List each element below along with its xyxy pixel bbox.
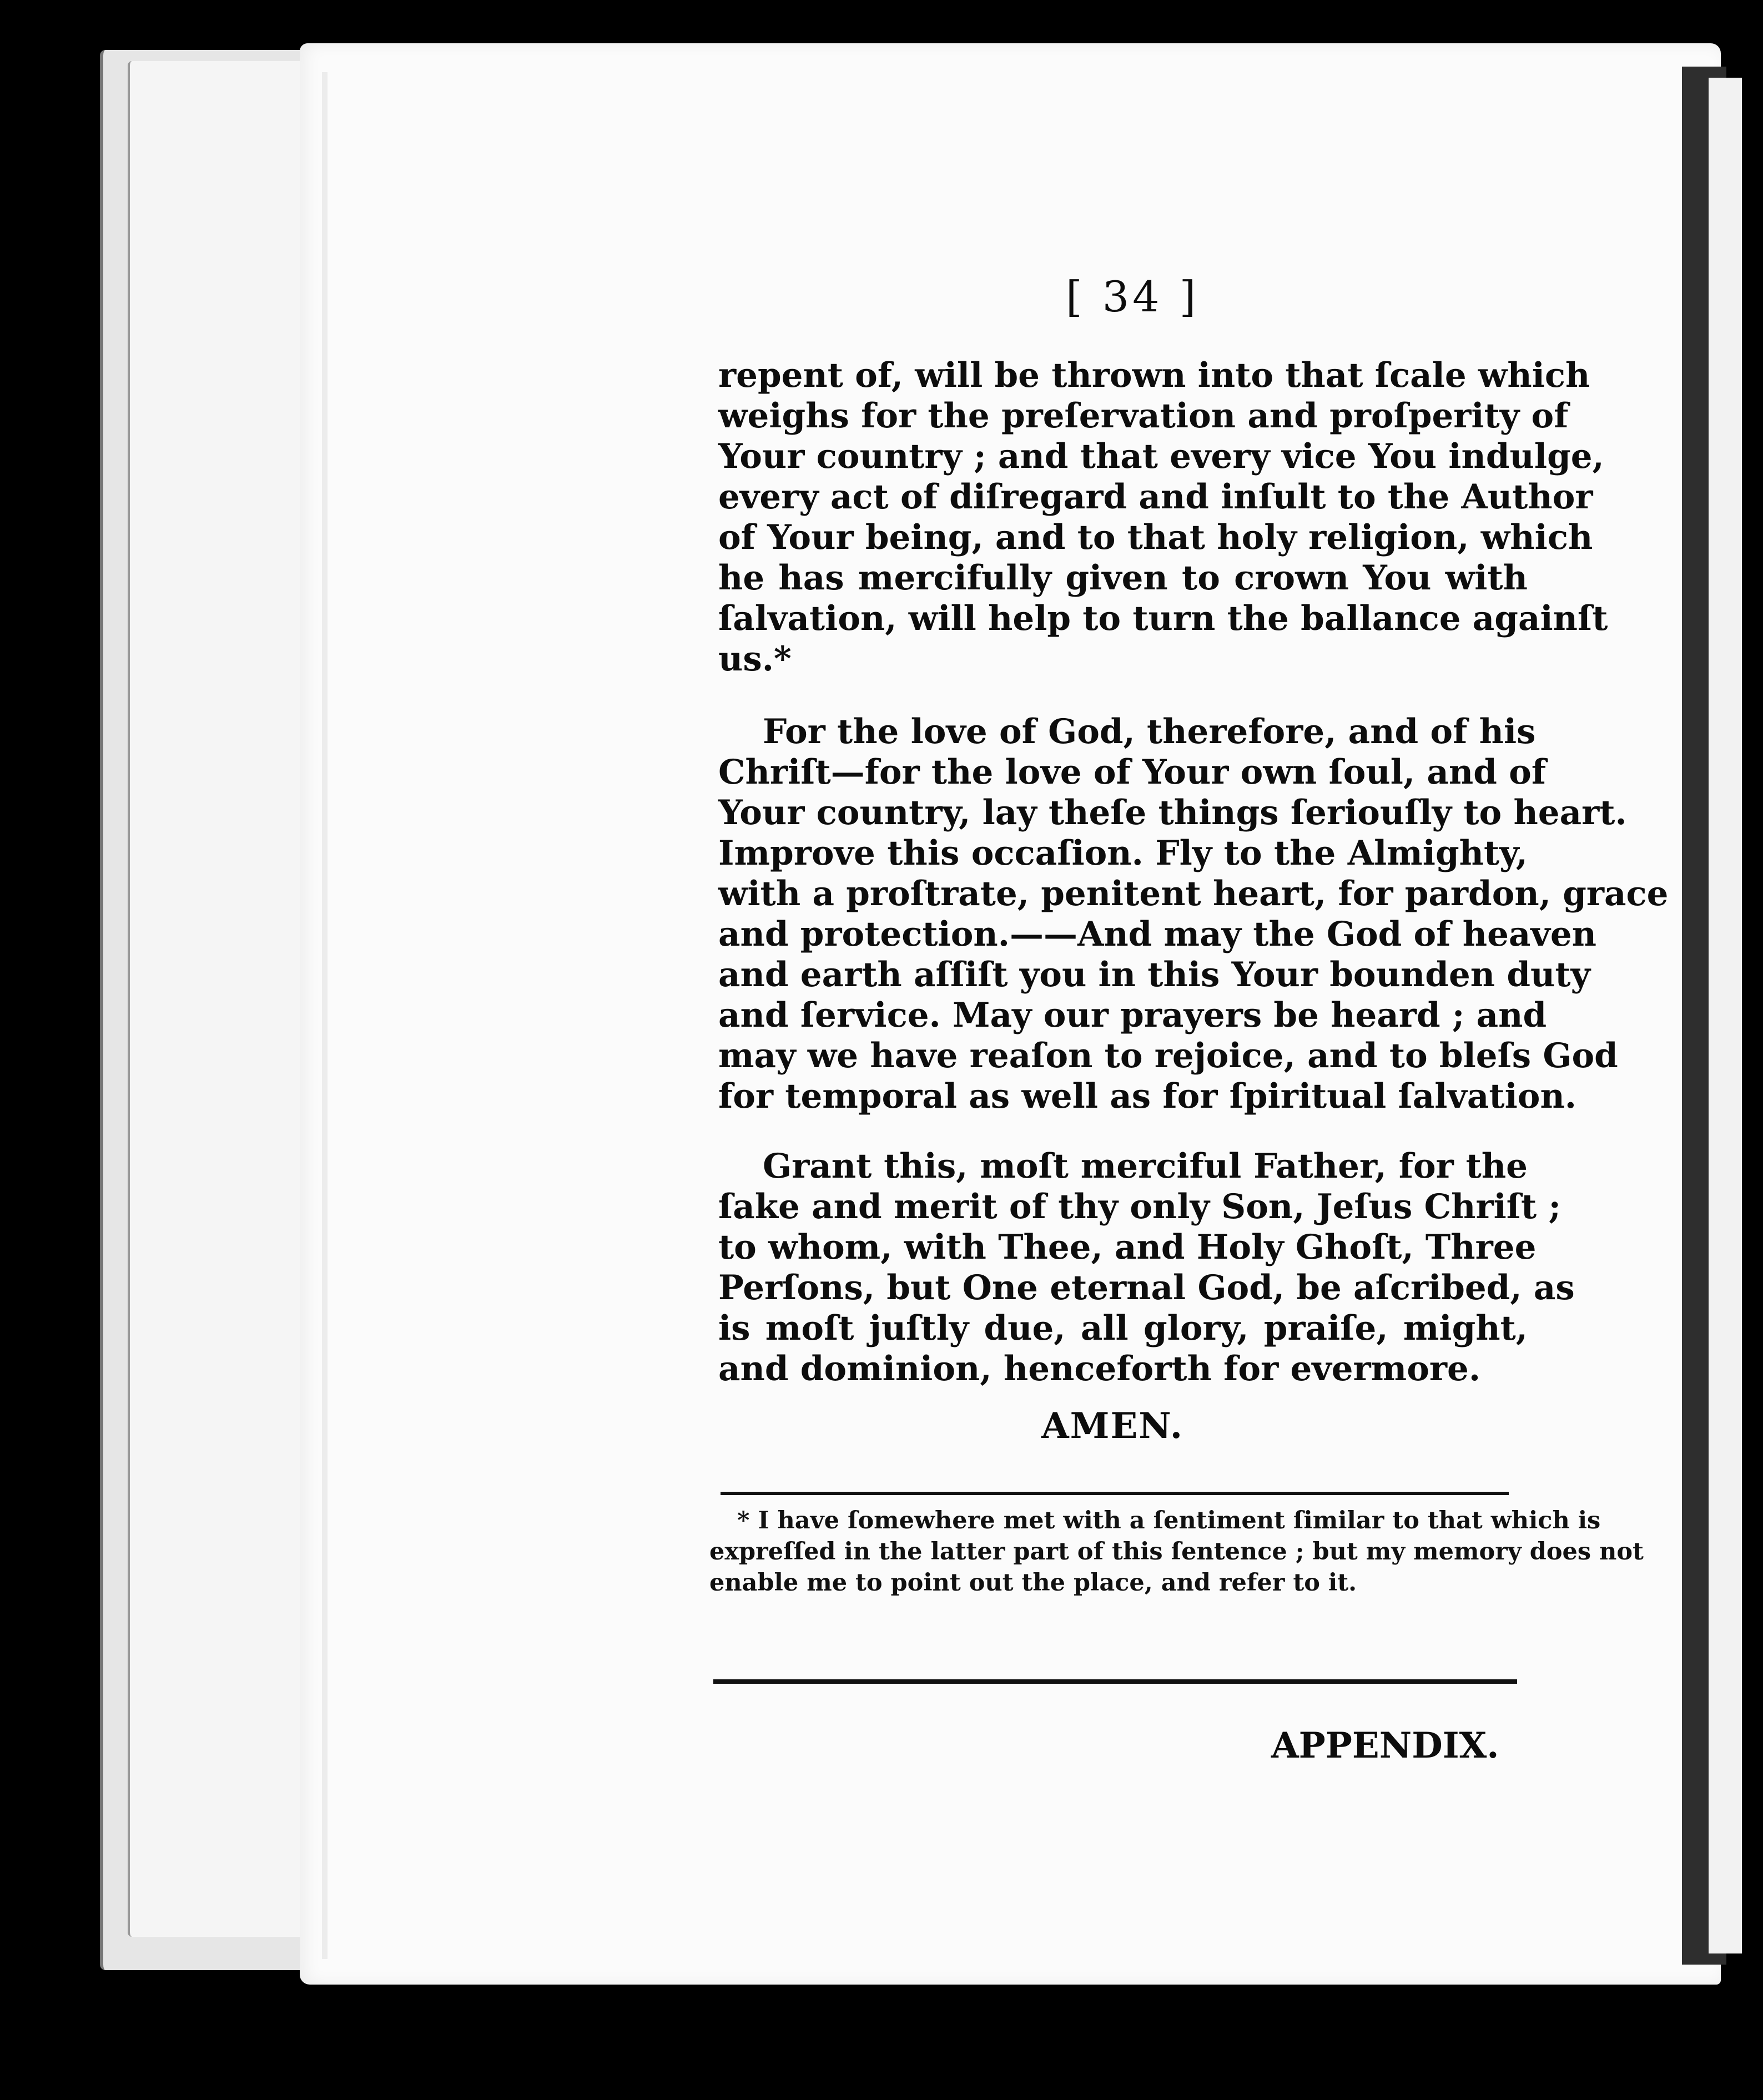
text-line: to whom, with Thee, and Holy Ghoſt, Three — [718, 1228, 1537, 1267]
text-line: Chriſt—for the love of Your own ſoul, and of — [718, 753, 1547, 792]
text-line: and protection.——And may the God of heaven — [718, 915, 1597, 954]
footnote-line: * I have ſomewhere met with a ſentiment ſimilar to that which is — [737, 1507, 1601, 1534]
text-line: and earth aſſiſt you in this Your bounden duty — [718, 955, 1590, 995]
text-line: ſake and merit of thy only Son, Jeſus Chriſt ; — [718, 1187, 1561, 1226]
text-line: repent of, will be thrown into that ſcale which — [718, 356, 1590, 395]
text-line: he has mercifully given to crown You with — [718, 558, 1528, 598]
footnote — [709, 1505, 1644, 1598]
facing-page-inner-edge — [128, 61, 313, 1937]
text-line: Improve this occaſion. Fly to the Almighty, — [718, 834, 1528, 873]
text-line: of Your being, and to that holy religion, which — [718, 518, 1593, 557]
text-line: Perſons, but One eternal God, be aſcribed, as — [718, 1268, 1575, 1308]
text-line: with a proſtrate, penitent heart, for pardon, grace — [718, 874, 1669, 913]
text-line: For the love of God, therefore, and of his — [763, 712, 1536, 751]
end-rule — [713, 1679, 1517, 1684]
text-line: and dominion, henceforth for evermore. — [718, 1349, 1481, 1389]
next-page-edge — [1709, 78, 1742, 1953]
text-line: us.* — [718, 639, 792, 679]
paragraph-2 — [718, 711, 1669, 1117]
text-line: Your country, lay theſe things ſeriouſly to heart. — [718, 793, 1627, 832]
page-number: [ 34 ] — [1066, 272, 1200, 321]
paragraph-1 — [718, 355, 1608, 679]
footnote-rule — [721, 1492, 1509, 1495]
text-line: ſalvation, will help to turn the ballance againſt — [718, 599, 1608, 638]
text-line: is moſt juſtly due, all glory, praiſe, might, — [718, 1309, 1528, 1348]
catchword: APPENDIX. — [1271, 1725, 1499, 1766]
text-line: may we have reaſon to rejoice, and to bleſs God — [718, 1036, 1618, 1076]
text-line: every act of diſregard and inſult to the Author — [718, 477, 1593, 517]
text-line: weighs for the preſervation and proſperity of — [718, 396, 1569, 436]
text-line: Your country ; and that every vice You indulge, — [718, 437, 1604, 476]
text-line: Grant this, moſt merciful Father, for the — [763, 1147, 1528, 1186]
paragraph-3 — [718, 1146, 1575, 1389]
page-gutter-shadow — [322, 72, 328, 1959]
closing-amen: AMEN. — [1041, 1405, 1183, 1447]
text-line: and ſervice. May our prayers be heard ; and — [718, 996, 1547, 1035]
footnote-line: enable me to point out the place, and refer to it. — [709, 1569, 1357, 1597]
footnote-line: expreſſed in the latter part of this ſentence ; but my memory does not — [709, 1538, 1644, 1566]
text-line: for temporal as well as for ſpiritual ſalvation. — [718, 1077, 1577, 1116]
